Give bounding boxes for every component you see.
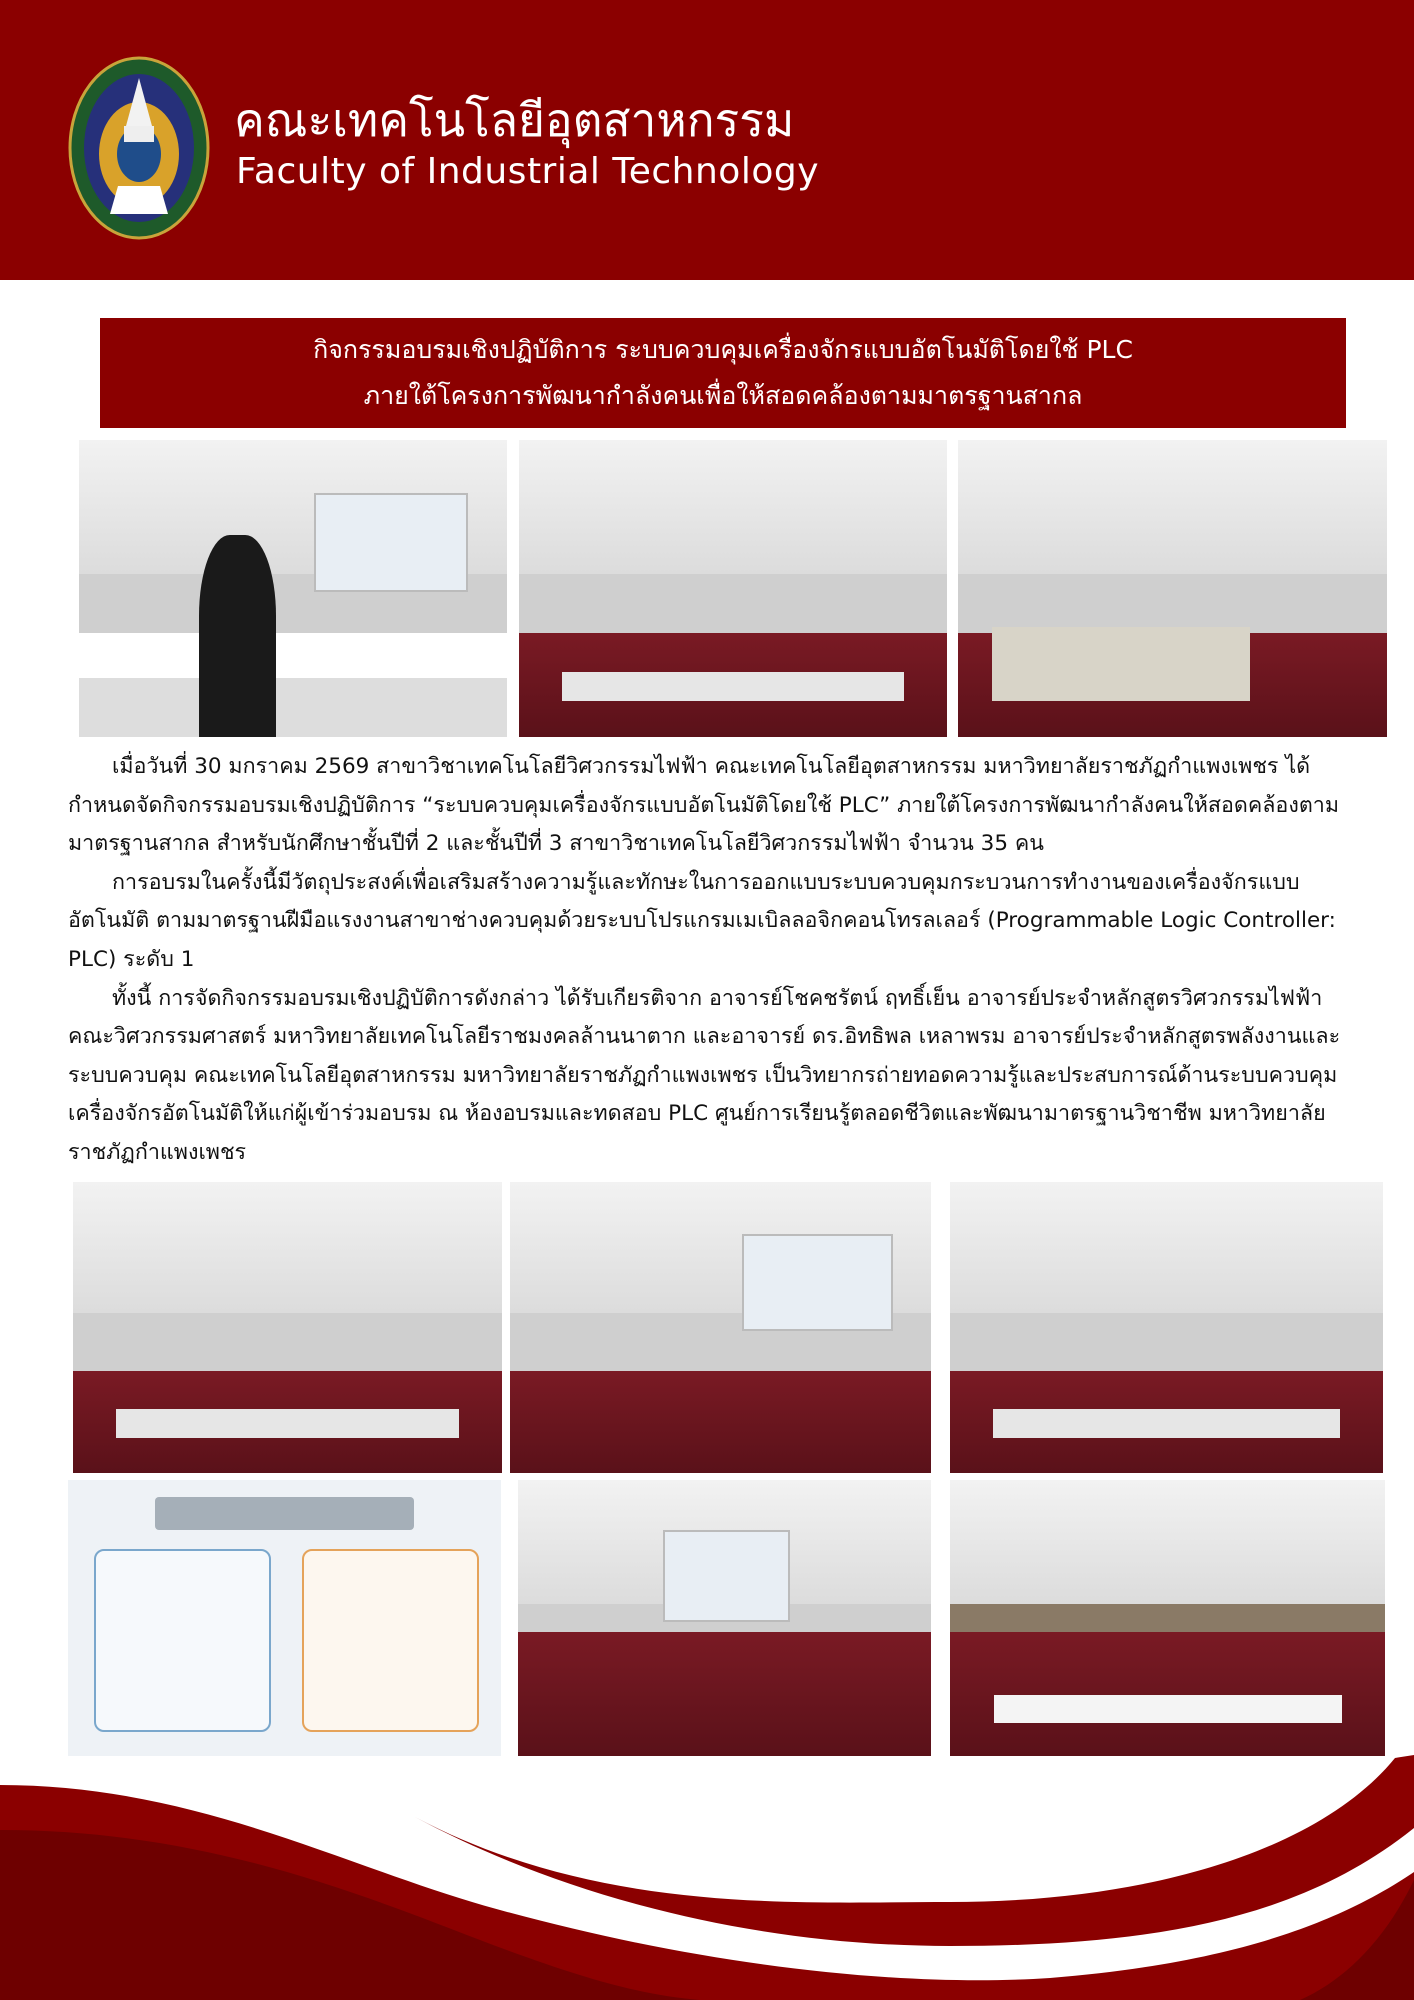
photo-training-room-2 xyxy=(510,1182,931,1473)
banner-line-1: กิจกรรมอบรมเชิงปฏิบัติการ ระบบควบคุมเครื่องจักรแบบอัตโนมัติโดยใช้ PLC xyxy=(313,335,1133,364)
paragraph-1: เมื่อวันที่ 30 มกราคม 2569 สาขาวิชาเทคโนโลยีวิศวกรรมไฟฟ้า คณะเทคโนโลยีอุตสาหกรรม มหาวิทยาลัยราชภัฏกำแพงเพชร ได้กำหนดจัดกิจกรรมอบรมเชิงปฏิบัติการ “ระบบควบคุมเครื่องจักรแบบอัตโนมัติโดยใช้ PLC” ภายใต้โครงการพัฒนากำลังคนให้สอดคล้องตามมาตรฐานสากล สำหรับนักศึกษาชั้นปีที่ 2 และชั้นปีที่ 3 สาขาวิชาเทคโนโลยีวิศวกรรมไฟฟ้า จำนวน 35 คน xyxy=(68,754,1340,857)
banner-line-2: ภายใต้โครงการพัฒนากำลังคนเพื่อให้สอดคล้องตามมาตรฐานสากล xyxy=(363,381,1083,410)
photo-instructor-presenting xyxy=(79,440,507,737)
photo-classroom-students xyxy=(519,440,947,737)
photo-student-writing xyxy=(950,1480,1385,1756)
photo-plc-trainer-kit xyxy=(958,440,1387,737)
paragraph-3: ทั้งนี้ การจัดกิจกรรมอบรมเชิงปฏิบัติการดังกล่าว ได้รับเกียรติจาก อาจารย์โชคชรัตน์ ฤทธิ์เย็น อาจารย์ประจำหลักสูตรวิศวกรรมไฟฟ้า คณะวิศวกรรมศาสตร์ มหาวิทยาลัยเทคโนโลยีราชมงคลล้านนาตาก และอาจารย์ ดร.อิทธิพล เหลาพรม อาจารย์ประจำหลักสูตรพลังงานและระบบควบคุม คณะเทคโนโลยีอุตสาหกรรม มหาวิทยาลัยราชภัฏกำแพงเพชร เป็นวิทยากรถ่ายทอดความรู้และประสบการณ์ด้านระบบควบคุมเครื่องจักรอัตโนมัติให้แก่ผู้เข้าร่วมอบรม ณ ห้องอบรมและทดสอบ PLC ศูนย์การเรียนรู้ตลอดชีวิตและพัฒนามาตรฐานวิชาชีพ มหาวิทยาลัยราชภัฏกำแพงเพชร xyxy=(68,985,1341,1165)
photo-training-infographic xyxy=(68,1480,501,1756)
activity-title-banner xyxy=(100,318,1346,428)
photo-training-room-1 xyxy=(73,1182,502,1473)
faculty-title-thai: คณะเทคโนโลยีอุตสาหกรรม xyxy=(234,93,795,147)
university-logo-icon xyxy=(68,56,210,240)
article-body xyxy=(68,748,1368,1173)
header-bar xyxy=(0,0,1414,280)
footer-wave-decoration xyxy=(0,1740,1414,2000)
faculty-title-english: Faculty of Industrial Technology xyxy=(236,151,820,192)
paragraph-2: การอบรมในครั้งนี้มีวัตถุประสงค์เพื่อเสริมสร้างความรู้และทักษะในการออกแบบระบบควบคุมกระบวนการทำงานของเครื่องจักรแบบอัตโนมัติ ตามมาตรฐานฝีมือแรงงานสาขาช่างควบคุมด้วยระบบโปรแกรมเมเบิลลอจิกคอนโทรลเลอร์ (Programmable Logic Controller: PLC) ระดับ 1 xyxy=(68,869,1336,972)
photo-training-room-3 xyxy=(950,1182,1383,1473)
photo-students-at-computers xyxy=(518,1480,931,1756)
